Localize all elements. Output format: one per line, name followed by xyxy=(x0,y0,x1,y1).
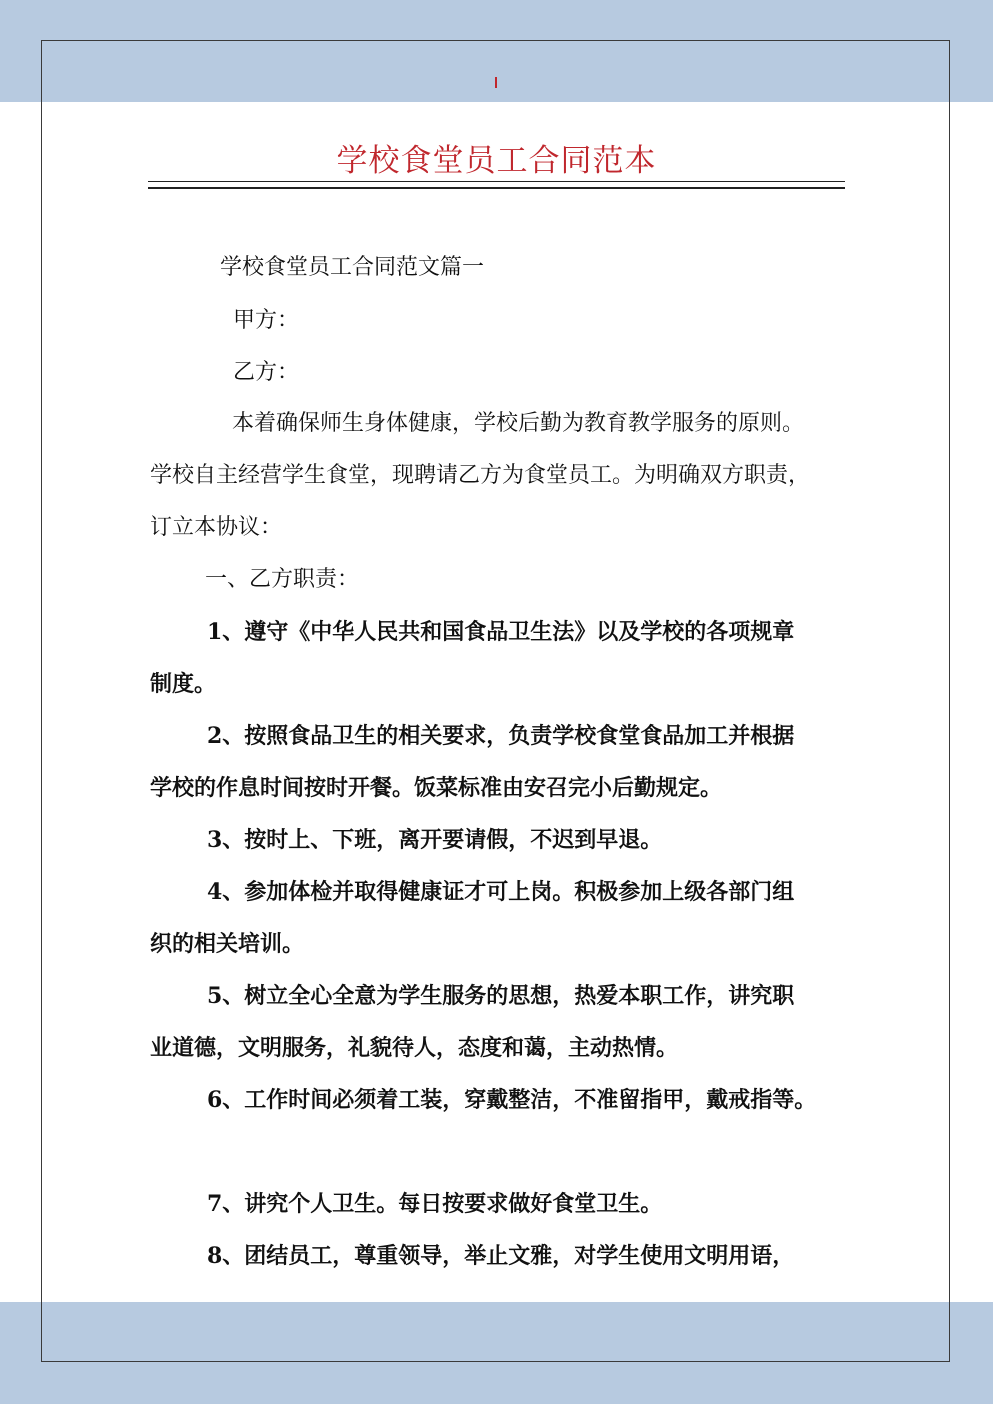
item-4-line-2: 织的相关培训。 xyxy=(150,931,305,957)
item-2-line-1: 2、按照食品卫生的相关要求，负责学校食堂食品加工并根据 xyxy=(207,723,795,749)
item-1-line-2: 制度。 xyxy=(150,671,217,697)
document-subtitle: 学校食堂员工合同范文篇一 xyxy=(220,255,485,280)
item-6-line-1: 6、工作时间必须着工装，穿戴整洁，不准留指甲，戴戒指等。 xyxy=(207,1087,817,1113)
party-a-label: 甲方： xyxy=(233,308,300,333)
item-5-line-2: 业道德，文明服务，礼貌待人，态度和蔼，主动热情。 xyxy=(150,1035,679,1061)
document-title: 学校食堂员工合同范本 xyxy=(336,143,657,179)
intro-line-3: 订立本协议： xyxy=(150,515,283,540)
item-7-line-1: 7、讲究个人卫生。每日按要求做好食堂卫生。 xyxy=(207,1191,663,1217)
intro-line-1: 本着确保师生身体健康，学校后勤为教育教学服务的原则。 xyxy=(232,411,805,436)
party-b-label: 乙方： xyxy=(233,360,300,385)
item-1-line-1: 1、遵守《中华人民共和国食品卫生法》以及学校的各项规章 xyxy=(207,619,795,645)
item-2-line-2: 学校的作息时间按时开餐。饭菜标准由安召完小后勤规定。 xyxy=(150,775,723,801)
header-marker xyxy=(495,77,497,88)
item-4-line-1: 4、参加体检并取得健康证才可上岗。积极参加上级各部门组 xyxy=(207,879,795,905)
title-underline-thin xyxy=(148,181,845,182)
section-heading: 一、乙方职责： xyxy=(205,567,360,592)
item-3-line-1: 3、按时上、下班，离开要请假，不迟到早退。 xyxy=(207,827,663,853)
item-5-line-1: 5、树立全心全意为学生服务的思想，热爱本职工作，讲究职 xyxy=(207,983,795,1009)
title-underline-thick xyxy=(148,187,845,189)
intro-line-2: 学校自主经营学生食堂，现聘请乙方为食堂员工。为明确双方职责， xyxy=(150,463,811,488)
item-8-line-1: 8、团结员工，尊重领导，举止文雅，对学生使用文明用语， xyxy=(207,1243,795,1269)
